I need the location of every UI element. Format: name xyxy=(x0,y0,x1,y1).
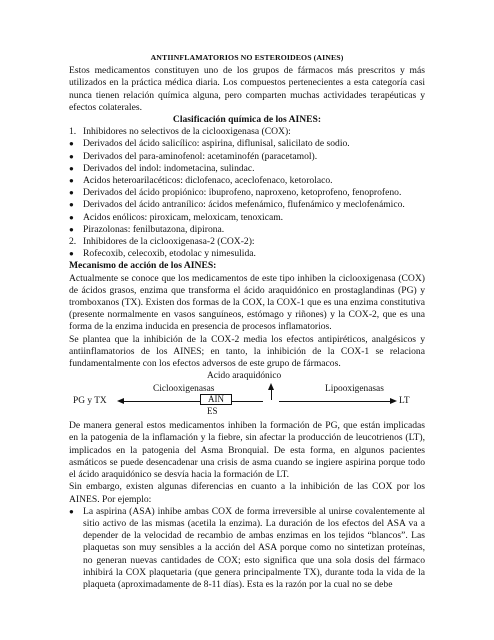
list-item-text: Derivados del indol: indometacina, sulindac. xyxy=(83,162,255,174)
bullet-icon: ● xyxy=(69,176,74,186)
arachidonic-pathway-diagram xyxy=(69,370,425,420)
bullet-icon: ● xyxy=(69,506,74,516)
list-item xyxy=(69,506,425,591)
bullet-icon: ● xyxy=(69,139,74,149)
arrow-right-icon xyxy=(390,398,397,404)
mechanism-heading: Mecanismo de acción de los AINES: xyxy=(69,260,217,272)
list-item xyxy=(69,163,425,175)
list-item xyxy=(69,175,425,187)
inhibitor-bottom-label: ES xyxy=(207,406,218,417)
bullet-icon: ● xyxy=(69,200,74,210)
list-marker: 2. xyxy=(69,236,77,248)
list-item xyxy=(69,187,425,199)
list-item-text: Pirazolonas: fenilbutazona, dipirona. xyxy=(83,223,225,235)
document-page xyxy=(69,52,425,591)
list-item-text: Derivados del ácido propiónico: ibuprofeno, naproxeno, ketoprofeno, fenoprofeno. xyxy=(83,187,402,199)
list-item xyxy=(69,126,425,138)
bullet-icon: ● xyxy=(69,224,74,234)
list-item xyxy=(69,224,425,236)
list-item-text: Acidos enólicos: piroxicam, meloxicam, tenoxicam. xyxy=(83,211,284,223)
list-item-text: Rofecoxib, celecoxib, etodolac y nimesulida. xyxy=(83,248,256,260)
list-item xyxy=(69,248,425,260)
list-item xyxy=(69,138,425,150)
list-item-text: Derivados del ácido antranílico: ácidos mefenámico, flufenámico y meclofenámico. xyxy=(83,199,405,211)
aspirin-bullet-text: La aspirina (ASA) inhibe ambas COX de forma irreversible al unirse covalentemente al sitio activo de las mismas (acetila la enzima). La duración de los efectos del ASA va a depender de la velocidad de recambio de ambas enzimas en los tejidos “blancos”. Las plaquetas son muy sensibles a la acción del ASA porque como no sintetizan proteínas, no generan nuevas cantidades de COX; esto significa que una sola dosis del fármaco inhibirá la COX plaquetaria (que genera principalmente TX), durante toda la vida de la plaqueta (aproximadamente de 8-11 días). Esta es la razón por la cual no se debe xyxy=(83,505,425,590)
bullet-icon: ● xyxy=(69,188,74,198)
diagram-right-product: LT xyxy=(399,396,410,407)
list-item-text: Inhibidores de la ciclooxigenasa-2 (COX-2): xyxy=(83,236,255,248)
classification-list xyxy=(69,126,425,260)
diagram-left-product: PG y TX xyxy=(73,396,107,407)
list-marker: 1. xyxy=(69,126,77,138)
list-item xyxy=(69,212,425,224)
list-item xyxy=(69,151,425,163)
bullet-icon: ● xyxy=(69,249,74,259)
classification-heading: Clasificación química de los AINES: xyxy=(172,114,322,126)
inhibitor-box xyxy=(200,394,232,405)
diagram-right-enzyme: Lipooxigenasas xyxy=(325,384,384,395)
paragraph-4: Sin embargo, existen algunas diferencias en cuanto a la inhibición de las COX por los AINES. Por ejemplo: xyxy=(69,481,425,505)
list-item-text: Derivados del ácido salicílico: aspirina, diflunisal, salicilato de sodio. xyxy=(83,138,350,150)
intro-paragraph: Estos medicamentos constituyen uno de los grupos de fármacos más prescritos y más utilizados en la práctica médica diaria. Los compuestos pertenecientes a esta categoría casi nunca tienen relación química alguna, pero comparten muchas actividades terapéuticas y efectos colaterales. xyxy=(69,65,425,113)
inhibitor-top-label: AIN xyxy=(208,394,224,405)
arrow-left-icon xyxy=(117,398,124,404)
up-arrow-icon xyxy=(268,383,274,390)
document-title: ANTIINFLAMATORIOS NO ESTEROIDEOS (AINES) xyxy=(150,53,344,62)
list-item xyxy=(69,199,425,211)
diagram-left-enzyme: Ciclooxigenasas xyxy=(153,384,215,395)
diagram-top-label: Acido araquidónico xyxy=(207,371,282,382)
list-item xyxy=(69,236,425,248)
paragraph-3: De manera general estos medicamentos inhiben la formación de PG, que están implicadas en la patogenia de la inflamación y la fiebre, sin afectar la producción de leucotrienos (LT), implicados en la patogenia del Asma Bronquial. De esta forma, en algunos pacientes asmáticos se puede desencadenar una crisis de asma cuando se ingiere aspirina porque todo el ácido araquidónico se desvía hacia la formación de LT. xyxy=(69,420,425,481)
bullet-icon: ● xyxy=(69,212,74,222)
list-item-text: Acidos heteroarilacéticos: diclofenaco, aceclofenaco, ketorolaco. xyxy=(83,175,333,187)
bullet-icon: ● xyxy=(69,163,74,173)
left-arrow-line xyxy=(123,401,263,402)
mechanism-paragraph-2: Se plantea que la inhibición de la COX-2 media los efectos antipiréticos, analgésicos y antiinflamatorios de los AINES; en tanto, la inhibición de la COX-1 se relaciona fundamentalmente con los efectos adversos de este grupo de fármacos. xyxy=(69,333,425,370)
list-item-text: Derivados del para-aminofenol: acetaminofén (paracetamol). xyxy=(83,150,318,162)
mechanism-paragraph-1: Actualmente se conoce que los medicamentos de este tipo inhiben la ciclooxigenasa (COX) de ácidos grasos, enzima que transforma el ácido araquidónico en prostaglandinas (PG) y tromboxanos (TX). Existen dos formas de la COX, la COX-1 que es una enzima constitutiva (presente normalmente en vasos sanguíneos, estómago y riñones) y la COX-2, que es una forma de la enzima inducida en presencia de procesos inflamatorios. xyxy=(69,272,425,333)
bullet-icon: ● xyxy=(69,151,74,161)
list-item-text: Inhibidores no selectivos de la ciclooxigenasa (COX): xyxy=(83,126,291,138)
right-arrow-line xyxy=(279,401,391,402)
